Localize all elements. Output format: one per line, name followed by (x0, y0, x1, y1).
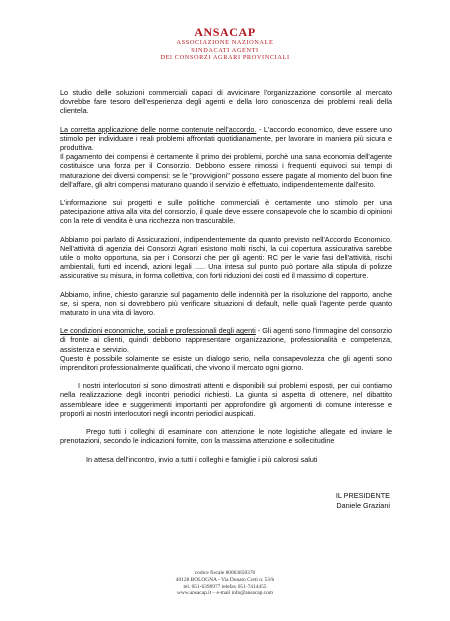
paragraph-informazione: L'informazione sui progetti e sulle politiche commerciali è certamente uno stimolo per una patecipazione attiva alla vita del consorzio, il quale deve essere consapevole che lo scambio di opinioni con la rete di vendita è una ricchezza non trascurabile. (60, 198, 392, 226)
letterhead (0, 26, 450, 62)
paragraph-compensi: Il pagamento dei compensi è certamente il primo dei problemi, porchè una sana economia dell'agente costituisce una forza per il Consorzio. Debbono essere rimossi i frequenti equivoci sui tempi di maturazione dei diversi compensi: se le "provvigioni" possono essere pagate al momento del buon fine dell'affare, gli altri compensi maturano quando il servizio è effettuato, indipendentemente dall'esito. (60, 152, 392, 189)
paragraph-dialogo: Questo è possibile solamente se esiste un dialogo serio, nella consapevolezza che gli agenti sono imprenditori professionalmente qualificati, che vivono il mercato ogni giorno. (60, 353, 392, 373)
paragraph-assicurazioni: Abbiamo poi parlato di Assicurazioni, indipendentemente da quanto previsto nell'Accordo Economico. Nell'attività di agenzia dei Consorzi Agrari esistono molti rischi, la cui copertura assicurativa sarebbe utile o molto opportuna, sia per i Consorzi che per gli agenti: RC per le varie fasi dell'attività, rischi ambientali, furti ed incendi, azioni legali ..... Una intesa sul punto può portare alla stipula di polizze assicurative su misura, in forma collettiva, con forti riduzioni dei costi ed il massimo di coperture. (60, 234, 392, 281)
paragraph-interlocutori: I nostri interlocutori si sono dimostrati attenti e disponibili sui problemi esposti, per cui contiamo nella realizzazione degli incontri periodici richiesti. La giunta si aspetta di ottenere, nel dibattito assembleare idee e suggerimenti importanti per approfondire gli argomenti di comune interesse e proporli ai nostri interlocutori negli incontri periodici auspicati. (60, 381, 392, 418)
paragraph-saluti: In attesa dell'incontro, invio a tutti i colleghi e famiglie i più calorosi saluti (86, 454, 318, 464)
paragraph-garanzie: Abbiamo, infine, chiesto garanzie sul pagamento delle indennità per la risoluzione del rapporto, anche se, si spera, non si dovrebbero più verificare situazioni di default, nelle quali l'agente perde quanto maturato in una vita di lavoro. (60, 289, 392, 318)
org-line-3: DEI CONSORZI AGRARI PROVINCIALI (160, 54, 290, 62)
org-name: ANSACAP (194, 25, 256, 39)
footer-tax-code: codice fiscale 80063850376 (194, 570, 256, 576)
section-heading-condizioni: Le condizioni economiche, sociali e professionali degli agenti (60, 326, 256, 336)
signature-name: Daniele Graziani (336, 500, 390, 510)
org-line-2: SINDACATI AGENTI (191, 46, 259, 54)
paragraph-condizioni (60, 326, 392, 354)
footer-web-email: www.ansacap.it – e-mail info@ansacap.com (177, 590, 273, 597)
signature-block (336, 491, 390, 510)
org-line-1: ASSOCIAZIONE NAZIONALE (176, 39, 274, 46)
paragraph-intro: Lo studio delle soluzioni commerciali capaci di avvicinare l'organizzazione consortile al mercato dovrebbe fare tesoro dell'esperienza degli agenti e della loro conoscenza dei problemi reali della clientela. (60, 88, 392, 116)
footer-phone: tel. 051-6390977 telefax 051-7414455 (183, 583, 267, 590)
section-heading-accordo: La corretta applicazione delle norme contenute nell'accordo. (60, 124, 257, 134)
footer (0, 570, 450, 597)
paragraph-accordo-text: - L'accordo economico, deve essere uno stimolo per individuare i reali problemi affrontati quotidianamente, per lavorare in maniera più sicura e produttiva. (60, 124, 392, 153)
letter-body (60, 88, 392, 473)
footer-address: 40128 BOLOGNA - Via Donato Creti n. 53/b (175, 576, 275, 583)
paragraph-accordo (60, 125, 392, 153)
paragraph-condizioni-text: - Gli agenti sono l'immagine del consorzio di fronte ai clienti, quindi debbono rappresentare organizzazione, professionalità e competenza, assistenza e servizio. (60, 326, 392, 354)
signature-title: IL PRESIDENTE (335, 491, 390, 500)
paragraph-prenotazioni: Prego tutti i colleghi di esaminare con attenzione le note logistiche allegate ed inviare le prenotazioni, secondo le indicazioni fornite, con la massima attenzione e sollecitudine (60, 427, 392, 446)
